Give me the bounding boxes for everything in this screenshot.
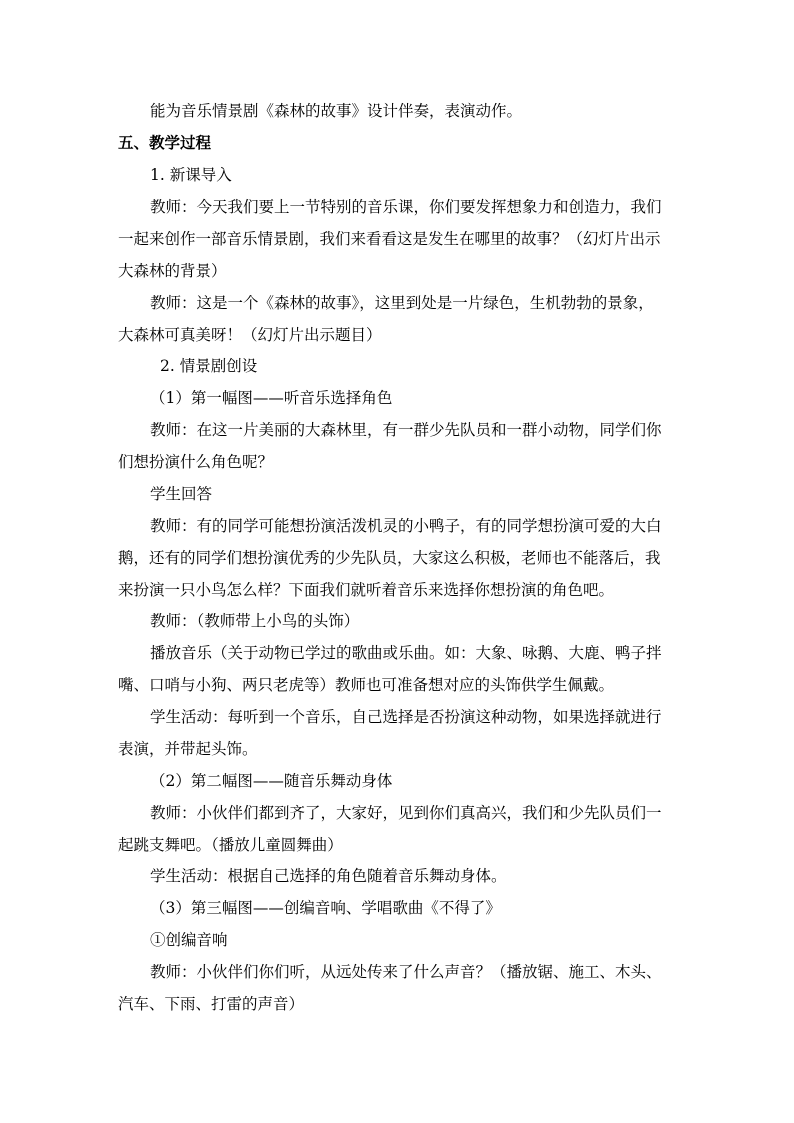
paragraph-8-line-2: 表演，并带起头饰。 <box>118 740 258 758</box>
paragraph-8-line-1: 学生活动：每听到一个音乐，自己选择是否扮演这种动物，如果选择就进行 <box>150 708 662 726</box>
paragraph-1-line-3: 大森林的背景） <box>118 262 227 280</box>
item-1-title: 1. 新课导入 <box>150 166 232 184</box>
paragraph-11-line-2: 汽车、下雨、打雷的声音） <box>118 995 305 1013</box>
paragraph-5-line-1: 教师：有的同学可能想扮演活泼机灵的小鸭子，有的同学想扮演可爱的大白 <box>150 517 662 535</box>
paragraph-3-line-1: 教师：在这一片美丽的大森林里，有一群少先队员和一群小动物，同学们你 <box>150 421 662 439</box>
sub-3-1-title: ①创编音响 <box>150 931 228 949</box>
paragraph-1-line-1: 教师：今天我们要上一节特别的音乐课，你们要发挥想象力和创造力，我们 <box>150 198 662 216</box>
paragraph-2-line-2: 大森林可真美呀！（幻灯片出示题目） <box>118 326 382 344</box>
sub-1-title: （1）第一幅图——听音乐选择角色 <box>150 389 393 407</box>
paragraph-11-line-1: 教师：小伙伴们你们听，从远处传来了什么声音？（播放锯、施工、木头、 <box>150 963 662 981</box>
paragraph-9-line-2: 起跳支舞吧。（播放儿童圆舞曲） <box>118 836 343 854</box>
paragraph-7-line-2: 嘴、口哨与小狗、两只老虎等）教师也可准备想对应的头饰供学生佩戴。 <box>118 676 615 694</box>
paragraph-9-line-1: 教师：小伙伴们都到齐了，大家好，见到你们真高兴，我们和少先队员们一 <box>150 804 662 822</box>
paragraph-10: 学生活动：根据自己选择的角色随着音乐舞动身体。 <box>150 867 507 885</box>
sub-3-title: （3）第三幅图——创编音响、学唱歌曲《不得了》 <box>150 899 501 917</box>
intro-text: 能为音乐情景剧《森林的故事》设计伴奏，表演动作。 <box>150 102 523 120</box>
item-2-title: 2. 情景剧创设 <box>160 357 258 375</box>
sub-2-title: （2）第二幅图——随音乐舞动身体 <box>150 772 393 790</box>
paragraph-5-line-2: 鹅，还有的同学们想扮演优秀的少先队员，大家这么积极，老师也不能落后，我 <box>118 549 661 567</box>
section-heading: 五、教学过程 <box>118 134 212 152</box>
paragraph-1-line-2: 一起来创作一部音乐情景剧，我们来看看这是发生在哪里的故事？（幻灯片出示 <box>118 230 661 248</box>
paragraph-4: 学生回答 <box>150 485 213 503</box>
paragraph-3-line-2: 们想扮演什么角色呢？ <box>118 453 274 471</box>
paragraph-6: 教师：（教师带上小鸟的头饰） <box>150 612 360 630</box>
paragraph-7-line-1: 播放音乐（关于动物已学过的歌曲或乐曲。如：大象、咏鹅、大鹿、鸭子拌 <box>150 644 662 662</box>
paragraph-2-line-1: 教师：这是一个《森林的故事》，这里到处是一片绿色，生机勃勃的景象， <box>150 294 654 312</box>
paragraph-5-line-3: 来扮演一只小鸟怎么样？下面我们就听着音乐来选择你想扮演的角色吧。 <box>118 581 615 599</box>
